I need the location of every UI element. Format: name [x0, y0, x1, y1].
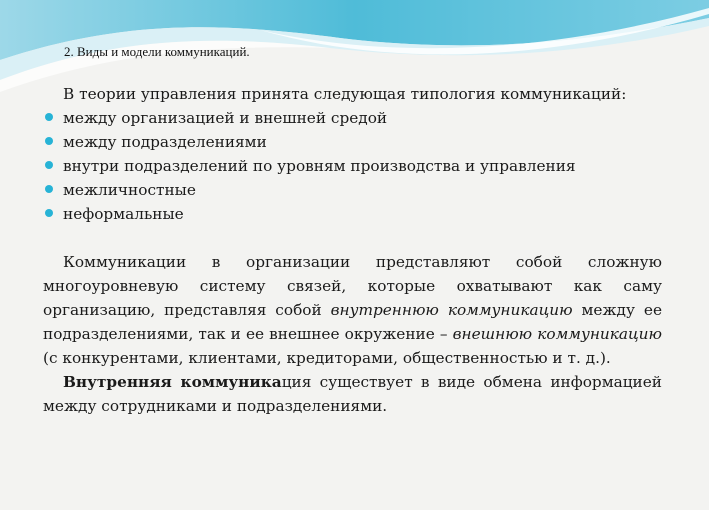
paragraph-internal-communication	[43, 370, 662, 418]
list-item: внутри подразделений по уровням производства и управления	[43, 154, 662, 178]
paragraph-text: между ее подразделениями, так и ее внешнее окружение –	[43, 301, 662, 343]
list-item: между подразделениями	[43, 130, 662, 154]
slide-title: 2. Виды и модели коммуникаций.	[64, 44, 250, 59]
term-tail: ция	[281, 373, 312, 391]
communication-types-list	[43, 106, 662, 226]
slide-content	[43, 82, 662, 418]
list-item: между организацией и внешней средой	[43, 106, 662, 130]
paragraph-communications-structure	[43, 250, 662, 370]
intro-text: В теории управления принята следующая типология коммуникаций:	[63, 85, 627, 103]
internal-communication-term: внутреннюю коммуникацию	[330, 301, 573, 319]
paragraph-text: (с конкурентами, клиентами, кредиторами, общественностью и т. д.).	[43, 349, 611, 367]
list-item: межличностные	[43, 178, 662, 202]
internal-communication-bold-term: Внутренняя коммуника	[63, 373, 282, 391]
list-item: неформальные	[43, 202, 662, 226]
paragraph-text: Коммуникации в организации представляют собой сложную многоуровневую систему связей, которые охватывают как саму организацию, представляя собой	[43, 253, 662, 319]
external-communication-term: внешнюю коммуникацию	[452, 325, 662, 343]
paragraph-text: существует в виде обмена информацией между сотрудниками и подразделениями.	[43, 373, 662, 415]
